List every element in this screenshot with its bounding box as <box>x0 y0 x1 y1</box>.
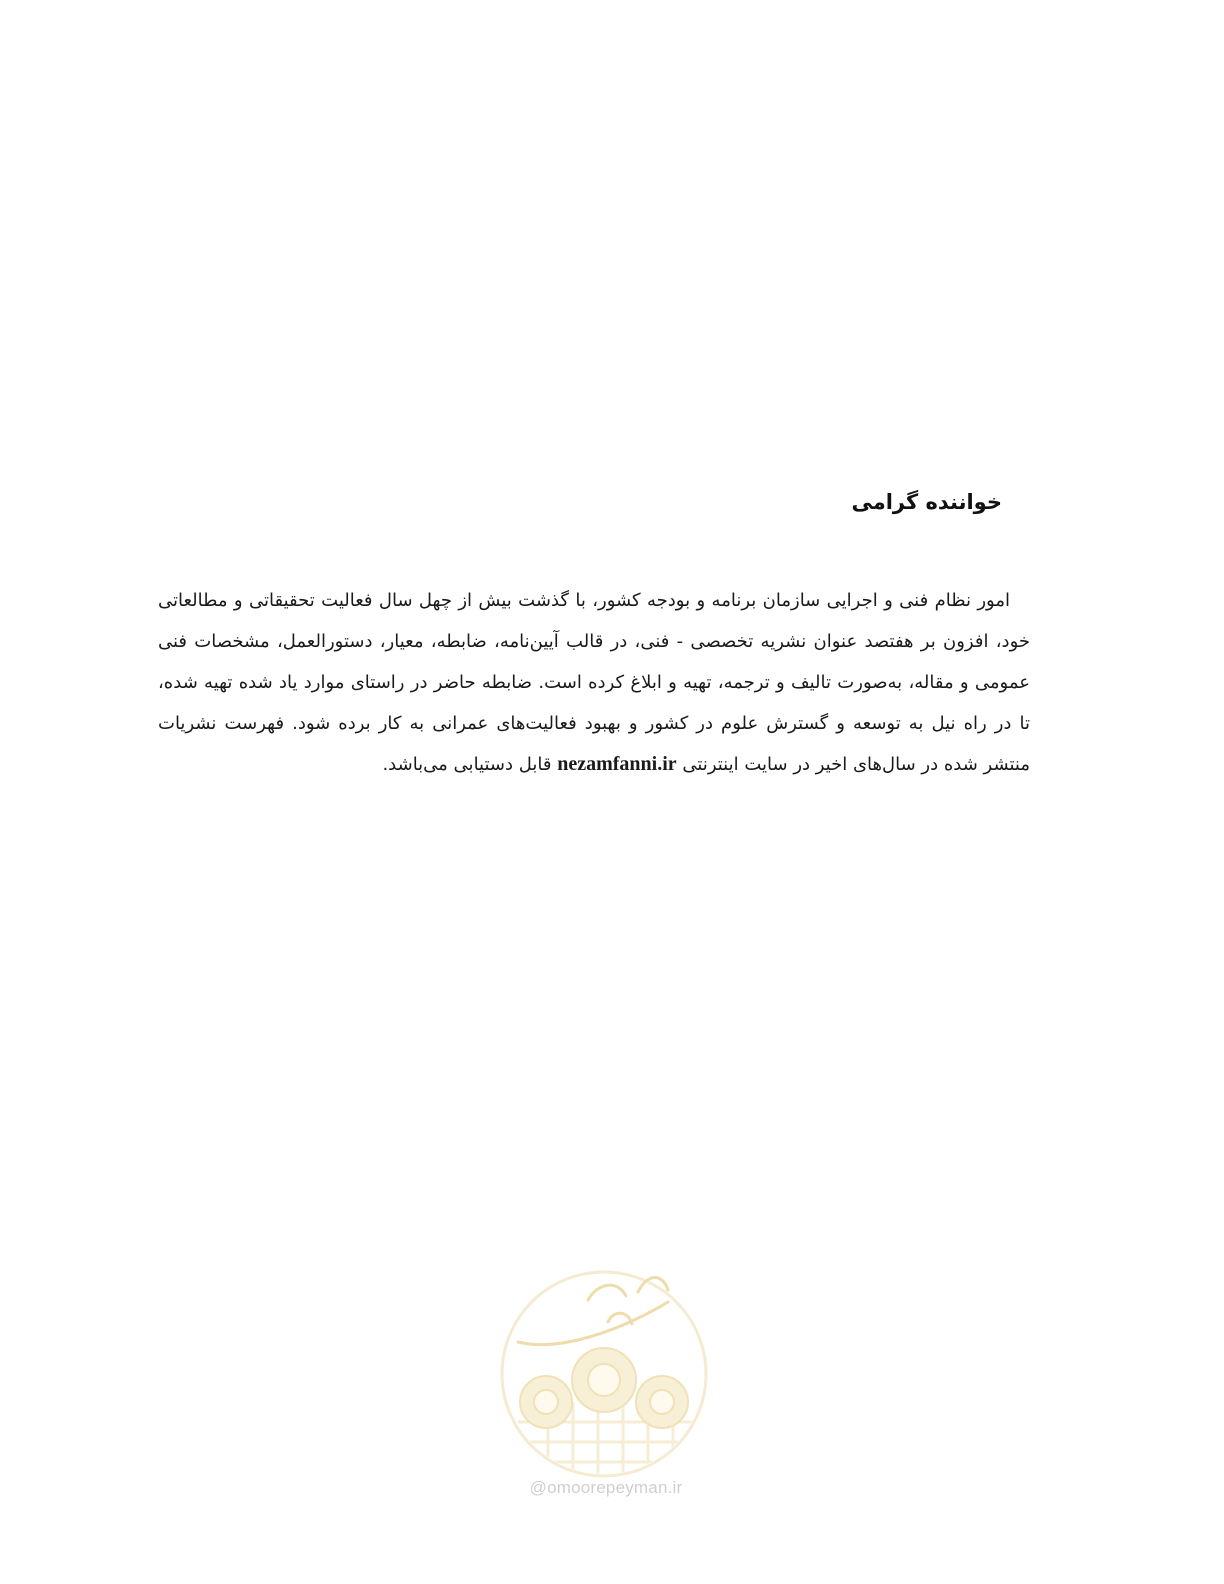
page-heading: خواننده گرامی <box>851 490 1002 514</box>
watermark-gears <box>520 1348 688 1428</box>
watermark-caption: @omoorepeyman.ir <box>529 1478 683 1497</box>
body-text-part-1: امور نظام فنی و اجرایی سازمان برنامه و بودجه کشور، با گذشت بیش از چهل سال فعالیت تحقیقاتی و مطالعاتی خود، افزون بر هفتصد عنوان نشریه تخصصی - فنی، در قالب آیین‌نامه، ضابطه، معیار، دستورالعمل، مشخصات فنی عمومی و مقاله، به‌صورت تالیف و ترجمه، تهیه و ابلاغ کرده است. ضابطه حاضر در راستای موارد یاد شده تهیه شده، تا در راه نیل به توسعه و گسترش علوم در کشور و بهبود فعالیت‌های عمرانی به کار برده شود. فهرست نشریات منتشر شده در سال‌های اخیر در سایت اینترنتی <box>158 590 1030 775</box>
watermark-logo <box>498 1262 714 1512</box>
website-link: nezamfanni.ir <box>557 753 677 775</box>
body-paragraph <box>158 580 1030 785</box>
watermark-script <box>518 1278 668 1345</box>
body-text-part-2: قابل دستیابی می‌باشد. <box>382 754 552 775</box>
